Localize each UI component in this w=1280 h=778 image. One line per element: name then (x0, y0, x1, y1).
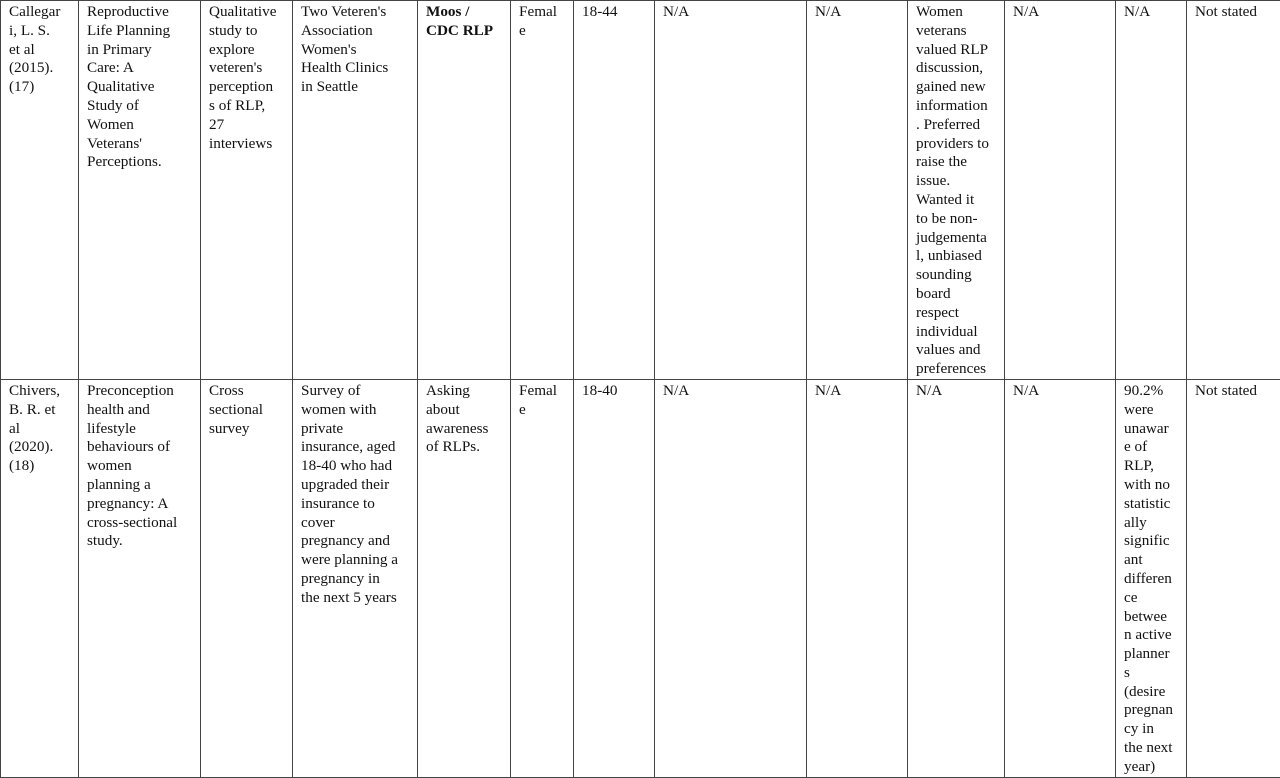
findings-cell: Women veterans valued RLP discussion, gained new information . Preferred providers to raise the issue. Wanted it to be non- judgementa l, unbiased sounding board respect individual values and preferences (908, 1, 1005, 380)
table-cell: N/A (908, 379, 1005, 777)
title-cell: Preconception health and lifestyle behaviours of women planning a pregnancy: A cross-sectional study. (79, 379, 201, 777)
tool-cell: Moos / CDC RLP (418, 1, 511, 380)
author-cell: Chivers, B. R. et al (2020). (18) (1, 379, 79, 777)
age-cell: 18-40 (574, 379, 655, 777)
sex-cell: Femal e (511, 379, 574, 777)
setting-cell: Survey of women with private insurance, aged 18-40 who had upgraded their insurance to cover pregnancy and were planning a pregnancy in the next 5 years (293, 379, 418, 777)
table-cell: N/A (1005, 379, 1116, 777)
study-design-cell: Cross sectional survey (201, 379, 293, 777)
table-cell: N/A (655, 379, 807, 777)
study-design-cell: Qualitative study to explore veteren's perception s of RLP, 27 interviews (201, 1, 293, 380)
sex-cell: Femal e (511, 1, 574, 380)
table-cell: Not stated (1187, 1, 1280, 380)
table-cell: N/A (655, 1, 807, 380)
age-cell: 18-44 (574, 1, 655, 380)
findings-cell: 90.2% were unawar e of RLP, with no statistic ally signific ant differen ce betwee n active planner s (desire pregnan cy in the next year) (1116, 379, 1187, 777)
table-row (1, 379, 1280, 777)
tool-cell: Asking about awareness of RLPs. (418, 379, 511, 777)
setting-cell: Two Veteren's Association Women's Health Clinics in Seattle (293, 1, 418, 380)
table-cell: N/A (1005, 1, 1116, 380)
table-cell: Not stated (1187, 379, 1280, 777)
table-cell: N/A (1116, 1, 1187, 380)
author-cell: Callegar i, L. S. et al (2015). (17) (1, 1, 79, 380)
table-cell: N/A (807, 1, 908, 380)
title-cell: Reproductive Life Planning in Primary Care: A Qualitative Study of Women Veterans' Perceptions. (79, 1, 201, 380)
table-row (1, 1, 1280, 380)
table-cell: N/A (807, 379, 908, 777)
